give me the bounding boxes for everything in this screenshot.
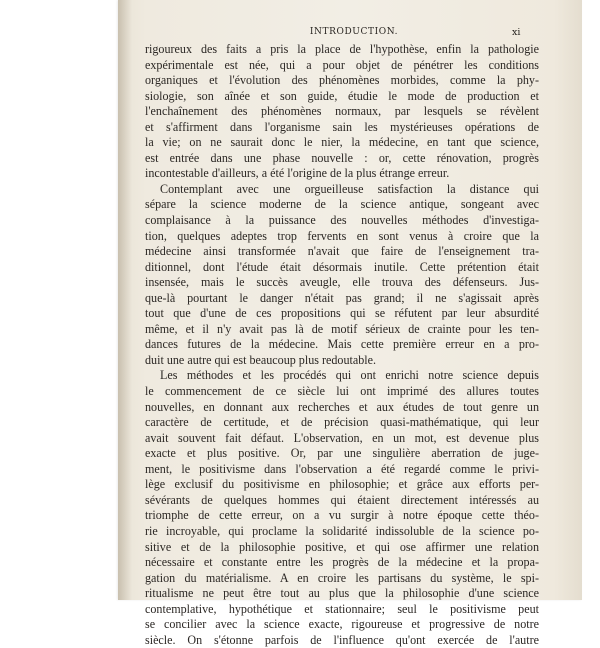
text-line: caractère de certitude, et de précision quasi-mathématique, qui leur xyxy=(145,415,539,430)
text-line: rigoureux des faits a pris la place de l'hypothèse, enfin la pathologie xyxy=(145,42,539,56)
text-line: rie incroyable, qui proclame la solidarité indissoluble de la science po- xyxy=(145,523,539,538)
body-text xyxy=(145,42,539,648)
running-title: INTRODUCTION. xyxy=(309,27,399,37)
text-line: le commencement de ce siècle lui ont imprimé des allures toutes xyxy=(145,384,539,399)
paragraph-3 xyxy=(145,368,539,648)
text-line: même, et il n'y avait pas là de motif sérieux de crainte pour les ten- xyxy=(145,321,539,336)
paragraph-1 xyxy=(145,42,539,182)
text-line: l'enchaînement des phénomènes normaux, par lesquels se révèlent xyxy=(145,104,539,119)
text-line: lège exclusif du positivisme en philosophie; et grâce aux efforts per- xyxy=(145,477,539,492)
text-line: est entrée dans une phase nouvelle : or, cette rénovation, progrès xyxy=(145,150,539,165)
text-line: tion, quelques adeptes trop fervents en sont venus à croire que la xyxy=(145,228,539,243)
text-line: sitive et de la philosophie positive, et qui ose affirmer une relation xyxy=(145,539,539,554)
text-line: sépare la science moderne de la science antique, songeant avec xyxy=(145,197,539,212)
text-line: siologie, son aînée et son guide, étudie le mode de production et xyxy=(145,88,539,103)
text-line: insensée, mais le succès aveugle, elle trouva des défenseurs. Jus- xyxy=(145,275,539,290)
running-head xyxy=(118,27,582,41)
text-line: avait souvent fait défaut. L'observation, en un mot, est devenue plus xyxy=(145,430,539,445)
text-line: contemplative, hypothétique et stationnaire; seul le positivisme peut xyxy=(145,601,539,616)
text-line: ment, le positivisme dans l'observation a été regardé comme le privi- xyxy=(145,461,539,476)
text-line: expérimentale est née, qui a pour objet de pénétrer les conditions xyxy=(145,57,539,72)
page-number: xi xyxy=(512,27,521,38)
text-line: triomphe de cette erreur, on a vu surgir à notre époque cette théo- xyxy=(145,508,539,523)
text-line: organiques et l'évolution des phénomènes morbides, comme la phy- xyxy=(145,73,539,88)
text-line: gation du matérialisme. A en croire les partisans du système, le spi- xyxy=(145,570,539,585)
text-line: que-là pourtant le danger n'était pas grand; il ne s'agissait après xyxy=(145,290,539,305)
text-line: médecine ainsi transformée n'avait que faire de l'enseignement tra- xyxy=(145,244,539,259)
text-line: complaisance à la puissance des nouvelles méthodes d'investiga- xyxy=(145,213,539,228)
text-line: siècle. On s'étonne parfois de l'influence qu'ont exercée de l'autre xyxy=(145,632,539,647)
text-line: nécessaire et constante entre les progrès de la médecine et la propa- xyxy=(145,555,539,570)
text-line: ditionnel, dont l'étude était désormais inutile. Cette prétention était xyxy=(145,259,539,274)
book-page xyxy=(118,0,582,647)
text-line: exacte et plus positive. Or, par une singulière aberration de juge- xyxy=(145,446,539,461)
text-line: dances futures de la médecine. Mais cette première erreur en a pro- xyxy=(145,337,539,352)
text-line: sévérants de quelques hommes qui étaient directement intéressés au xyxy=(145,492,539,507)
text-line: nouvelles, en donnant aux recherches et aux études de tout genre un xyxy=(145,399,539,414)
text-line: Les méthodes et les procédés qui ont enrichi notre science depuis xyxy=(160,368,539,383)
text-line: ritualisme ne peut être tout au plus que la philosophie d'une science xyxy=(145,586,539,601)
text-line: incontestable d'ailleurs, a été l'origine de la plus étrange erreur. xyxy=(145,166,450,181)
text-line: et s'affirment dans l'organisme sain les mystérieuses opérations de xyxy=(145,119,539,134)
page-gutter-shadow xyxy=(118,0,132,600)
text-line: duit une autre qui est beaucoup plus redoutable. xyxy=(145,352,377,367)
text-line: se concilier avec la science exacte, rigoureuse et progressive de notre xyxy=(145,617,539,632)
paragraph-2 xyxy=(145,182,539,369)
text-line: Contemplant avec une orgueilleuse satisfaction la distance qui xyxy=(160,181,539,196)
text-line: tout que d'une de ces propositions qui se réfutent par leur absurdité xyxy=(145,306,539,321)
text-line: la vie; on ne saurait donc le nier, la médecine, en tant que science, xyxy=(145,135,539,150)
